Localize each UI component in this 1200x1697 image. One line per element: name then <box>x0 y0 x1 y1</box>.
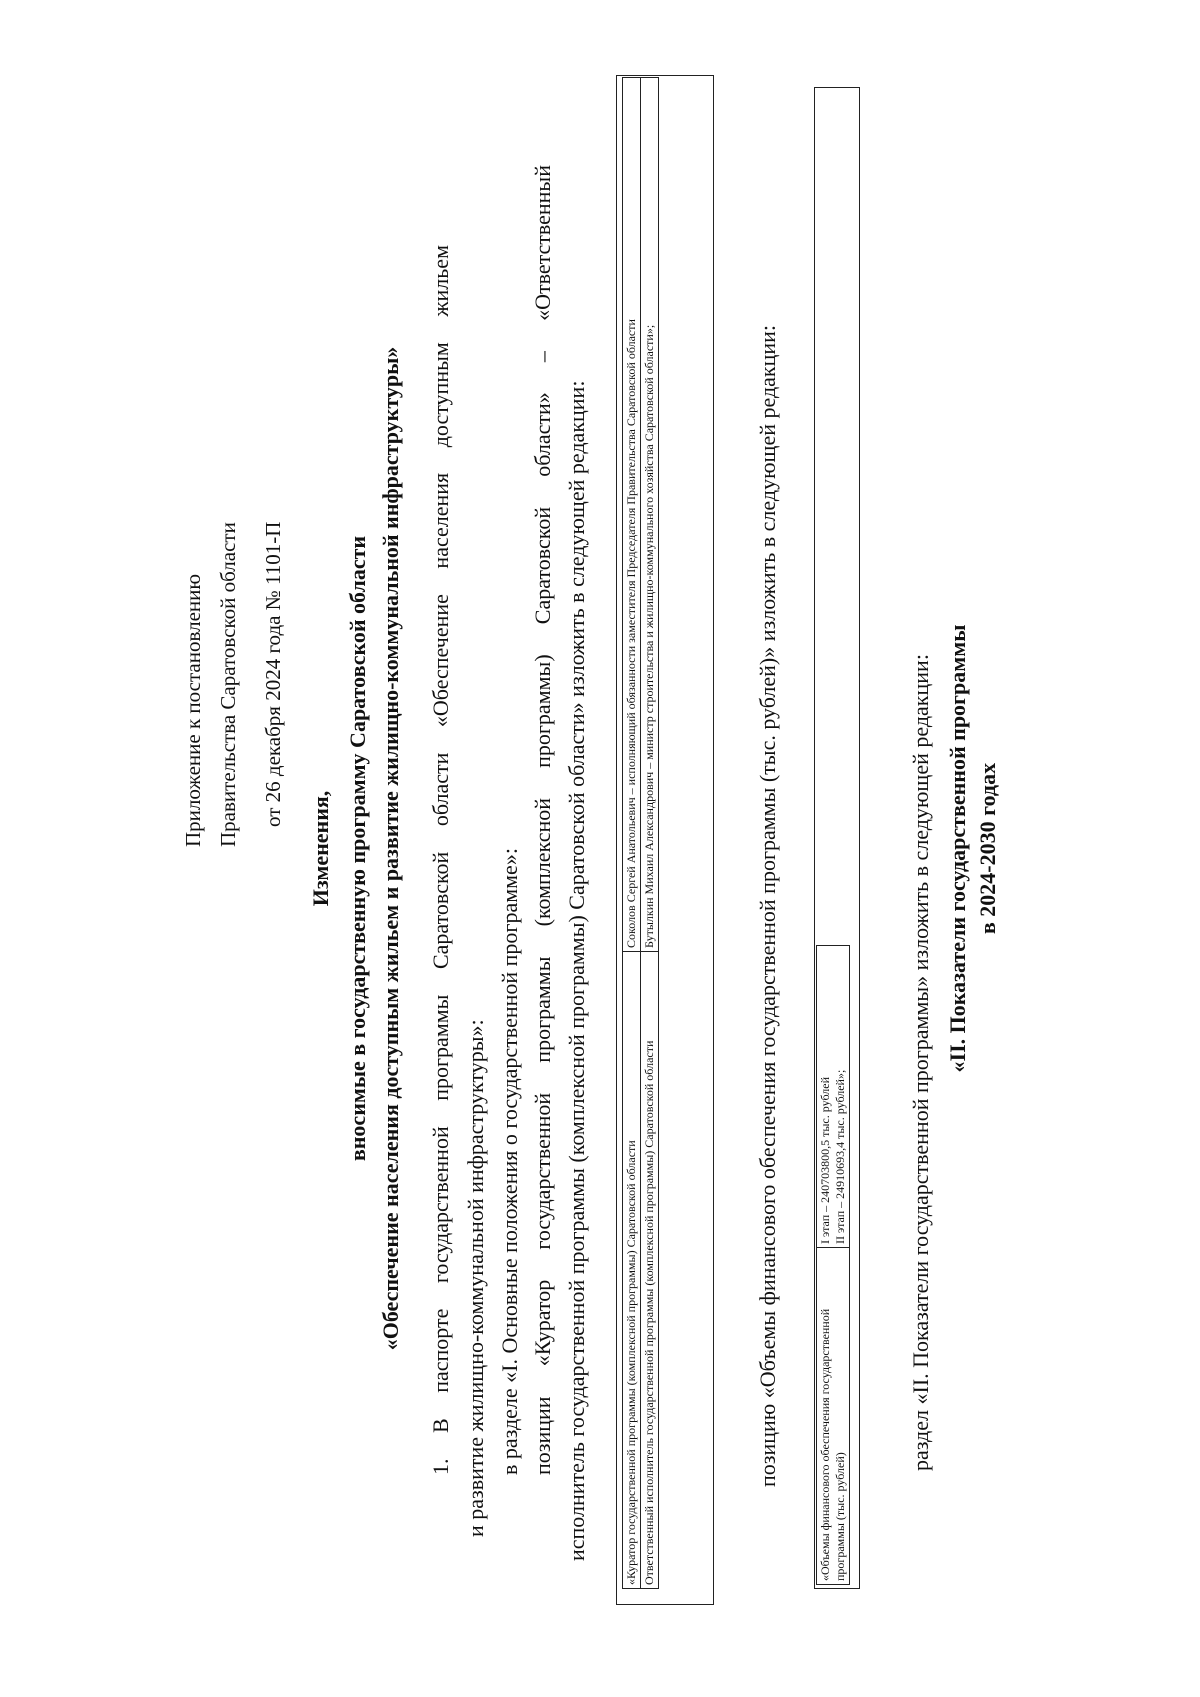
paragraph-1-line-1: 1. В паспорте государственной программы Саратовской области «Обеспечение населения доступным жильем <box>428 245 453 1475</box>
table-1-cell-curator-value: Соколов Сергей Анатольевич – исполняющий обязанности заместителя Председателя Правительства Саратовской области <box>623 78 641 952</box>
appendix-line-3: от 26 декабря 2024 года № 1101-П <box>261 521 285 827</box>
table-row <box>623 78 641 1589</box>
table-2-cell-value <box>817 946 850 1248</box>
title-line-2: вносимые в государственную программу Саратовской области <box>345 535 370 1162</box>
title-line-1: Изменения, <box>308 790 333 907</box>
paragraph-3-line-2: исполнитель государственной программы (комплексной программы) Саратовской области» изложить в следующей редакции: <box>564 380 589 1561</box>
appendix-line-1: Приложение к постановлению <box>181 573 205 847</box>
paragraph-4: позицию «Объемы финансового обеспечения государственной программы (тыс. рублей)» изложить в следующей редакции: <box>755 324 780 1487</box>
paragraph-3-line-1: позиции «Куратор государственной программы (комплексной программы) Саратовской области» – «Ответственный <box>530 165 555 1475</box>
table-row <box>817 946 850 1585</box>
table-row <box>641 78 659 1589</box>
table-2-value-line-1: I этап – 240703800,5 тыс. рублей <box>818 1077 832 1244</box>
table-1-cell-curator-label: «Куратор государственной программы (комплексной программы) Саратовской области <box>623 952 641 1589</box>
paragraph-1-line-2: и развитие жилищно-коммунальной инфраструктуры»: <box>463 1019 488 1537</box>
section-2-heading-line-1: «II. Показатели государственной программы <box>945 624 970 1073</box>
table-1-cell-executor-value: Бутылкин Михаил Александрович – министр строительства и жилищно-коммунального хозяйства Саратовской области»; <box>641 78 659 952</box>
table-2-value-line-2: II этап – 24910693,4 тыс. рублей»; <box>833 1069 847 1244</box>
section-2-heading-line-2: в 2024-2030 годах <box>975 762 1000 935</box>
paragraph-5: раздел «II. Показатели государственной программы» изложить в следующей редакции: <box>908 654 933 1471</box>
paragraph-2: в разделе «I. Основные положения о государственной программе»: <box>497 848 522 1475</box>
table-2-cell-label: «Объемы финансового обеспечения государственной программы (тыс. рублей) <box>817 1248 850 1585</box>
table-1-cell-executor-label: Ответственный исполнитель государственной программы (комплексной программы) Саратовской области <box>641 952 659 1589</box>
title-line-3: «Обеспечение населения доступным жильем и развитие жилищно-коммунальной инфраструктуры» <box>378 346 403 1351</box>
table-1 <box>622 77 659 1589</box>
appendix-line-2: Правительства Саратовской области <box>216 522 240 847</box>
table-2 <box>816 945 850 1585</box>
